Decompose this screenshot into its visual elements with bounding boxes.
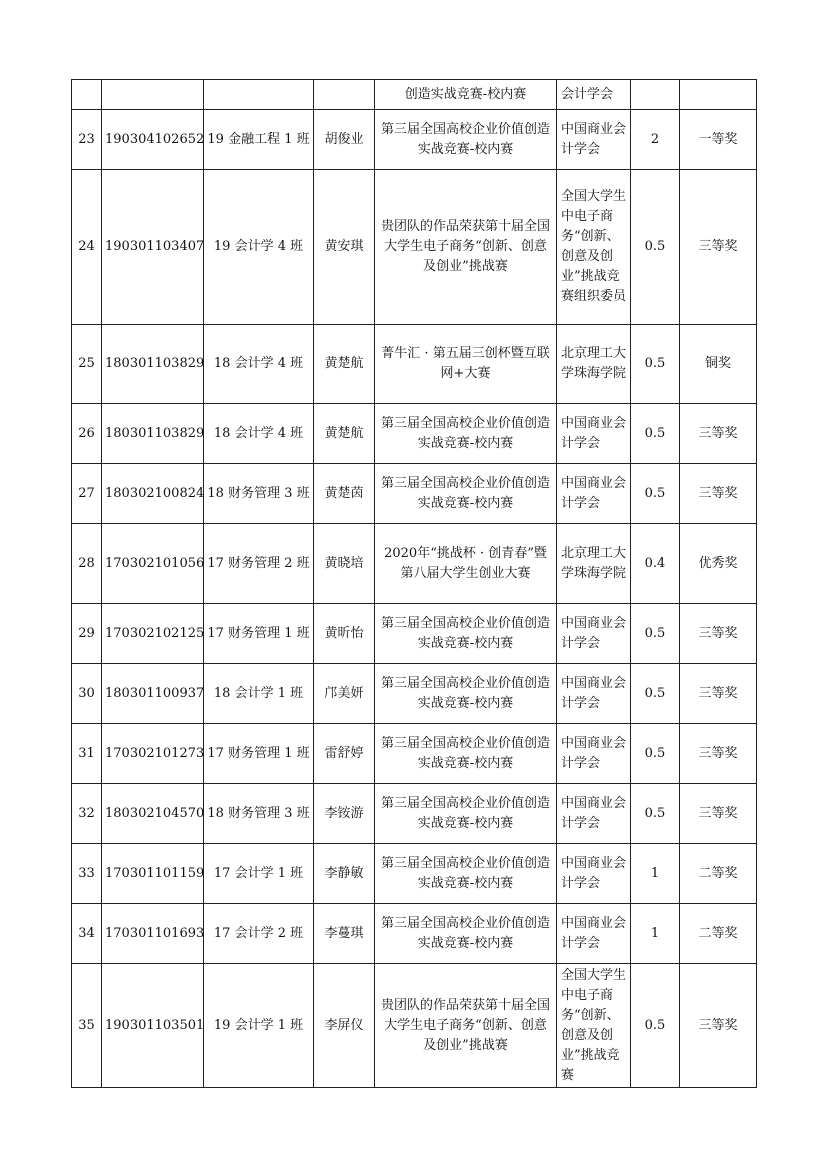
score-cell: 0.5 xyxy=(631,784,680,844)
organizer-cell: 会计学会 xyxy=(557,80,631,110)
student-name-cell: 黄楚航 xyxy=(314,325,375,404)
score-cell: 0.5 xyxy=(631,604,680,664)
row-number-cell: 30 xyxy=(72,664,102,724)
competition-name-cell: 第三届全国高校企业价值创造实战竞赛-校内赛 xyxy=(375,724,557,784)
competition-name-cell: 第三届全国高校企业价值创造实战竞赛-校内赛 xyxy=(375,784,557,844)
organizer-cell: 中国商业会计学会 xyxy=(557,784,631,844)
student-name-cell: 李铵游 xyxy=(314,784,375,844)
student-name-cell: 李屏仪 xyxy=(314,964,375,1088)
class-name-cell: 18 财务管理 3 班 xyxy=(204,464,314,524)
row-number-cell: 33 xyxy=(72,844,102,904)
organizer-cell: 中国商业会计学会 xyxy=(557,664,631,724)
competition-name-cell: 第三届全国高校企业价值创造实战竞赛-校内赛 xyxy=(375,404,557,464)
student-id-cell: 190301103501 xyxy=(102,964,204,1088)
score-cell: 0.5 xyxy=(631,170,680,325)
student-id-cell: 170301101159 xyxy=(102,844,204,904)
competition-name-cell: 菁牛汇 · 第五届三创杯暨互联网+大赛 xyxy=(375,325,557,404)
award-level-cell: 三等奖 xyxy=(680,664,757,724)
score-cell: 0.5 xyxy=(631,724,680,784)
student-id-cell: 170302101056 xyxy=(102,524,204,604)
student-id-cell: 170302101273 xyxy=(102,724,204,784)
organizer-cell: 中国商业会计学会 xyxy=(557,724,631,784)
competition-name-cell: 贵团队的作品荣获第十届全国大学生电子商务“创新、创意及创业”挑战赛 xyxy=(375,170,557,325)
organizer-cell: 北京理工大学珠海学院 xyxy=(557,524,631,604)
organizer-cell: 中国商业会计学会 xyxy=(557,844,631,904)
score-cell: 1 xyxy=(631,904,680,964)
class-name-cell: 19 会计学 1 班 xyxy=(204,964,314,1088)
class-name-cell: 18 会计学 4 班 xyxy=(204,325,314,404)
student-name-cell: 黄昕怡 xyxy=(314,604,375,664)
score-cell: 2 xyxy=(631,110,680,170)
class-name-cell: 17 财务管理 1 班 xyxy=(204,604,314,664)
student-name-cell: 邝美妍 xyxy=(314,664,375,724)
student-name-cell: 雷舒婷 xyxy=(314,724,375,784)
row-number-cell: 24 xyxy=(72,170,102,325)
row-number-cell: 34 xyxy=(72,904,102,964)
class-name-cell xyxy=(204,80,314,110)
award-level-cell: 三等奖 xyxy=(680,170,757,325)
score-cell: 1 xyxy=(631,844,680,904)
class-name-cell: 19 会计学 4 班 xyxy=(204,170,314,325)
student-id-cell: 180301103829 xyxy=(102,325,204,404)
student-name-cell: 黄楚航 xyxy=(314,404,375,464)
table-row xyxy=(72,170,757,325)
award-level-cell: 三等奖 xyxy=(680,724,757,784)
competition-name-cell: 创造实战竞赛-校内赛 xyxy=(375,80,557,110)
row-number-cell: 31 xyxy=(72,724,102,784)
student-id-cell: 190301103407 xyxy=(102,170,204,325)
score-cell: 0.5 xyxy=(631,464,680,524)
student-name-cell: 黄晓培 xyxy=(314,524,375,604)
score-cell: 0.5 xyxy=(631,664,680,724)
student-name-cell: 胡俊业 xyxy=(314,110,375,170)
student-id-cell: 180301100937 xyxy=(102,664,204,724)
class-name-cell: 17 会计学 1 班 xyxy=(204,844,314,904)
table-body xyxy=(72,80,757,1088)
class-name-cell: 19 金融工程 1 班 xyxy=(204,110,314,170)
row-number-cell: 23 xyxy=(72,110,102,170)
table-row xyxy=(72,604,757,664)
row-number-cell: 28 xyxy=(72,524,102,604)
table-row xyxy=(72,664,757,724)
class-name-cell: 17 财务管理 1 班 xyxy=(204,724,314,784)
score-cell: 0.5 xyxy=(631,325,680,404)
class-name-cell: 17 会计学 2 班 xyxy=(204,904,314,964)
student-id-cell: 180302104570 xyxy=(102,784,204,844)
row-number-cell: 27 xyxy=(72,464,102,524)
organizer-cell: 中国商业会计学会 xyxy=(557,464,631,524)
organizer-cell: 北京理工大学珠海学院 xyxy=(557,325,631,404)
award-level-cell: 二等奖 xyxy=(680,844,757,904)
score-cell xyxy=(631,80,680,110)
organizer-cell: 全国大学生中电子商务“创新、创意及创业”挑战竞赛 xyxy=(557,964,631,1088)
score-cell: 0.5 xyxy=(631,404,680,464)
competition-name-cell: 第三届全国高校企业价值创造实战竞赛-校内赛 xyxy=(375,464,557,524)
competition-name-cell: 第三届全国高校企业价值创造实战竞赛-校内赛 xyxy=(375,110,557,170)
class-name-cell: 17 财务管理 2 班 xyxy=(204,524,314,604)
student-id-cell xyxy=(102,80,204,110)
student-id-cell: 180302100824 xyxy=(102,464,204,524)
class-name-cell: 18 会计学 1 班 xyxy=(204,664,314,724)
table-row xyxy=(72,464,757,524)
student-name-cell: 黄楚茵 xyxy=(314,464,375,524)
row-number-cell: 25 xyxy=(72,325,102,404)
award-level-cell: 三等奖 xyxy=(680,964,757,1088)
row-number-cell: 32 xyxy=(72,784,102,844)
competition-name-cell: 贵团队的作品荣获第十届全国大学生电子商务“创新、创意及创业”挑战赛 xyxy=(375,964,557,1088)
row-number-cell: 35 xyxy=(72,964,102,1088)
row-number-cell: 29 xyxy=(72,604,102,664)
student-name-cell: 李蔓琪 xyxy=(314,904,375,964)
award-level-cell: 三等奖 xyxy=(680,404,757,464)
table-row xyxy=(72,724,757,784)
student-id-cell: 170302102125 xyxy=(102,604,204,664)
table-row xyxy=(72,784,757,844)
score-cell: 0.4 xyxy=(631,524,680,604)
competition-name-cell: 第三届全国高校企业价值创造实战竞赛-校内赛 xyxy=(375,664,557,724)
award-level-cell: 三等奖 xyxy=(680,464,757,524)
award-level-cell: 一等奖 xyxy=(680,110,757,170)
class-name-cell: 18 会计学 4 班 xyxy=(204,404,314,464)
competition-name-cell: 第三届全国高校企业价值创造实战竞赛-校内赛 xyxy=(375,904,557,964)
organizer-cell: 全国大学生中电子商务“创新、创意及创业”挑战竞赛组织委员 xyxy=(557,170,631,325)
student-name-cell: 黄安琪 xyxy=(314,170,375,325)
student-name-cell xyxy=(314,80,375,110)
table-row xyxy=(72,110,757,170)
award-list-table xyxy=(71,79,757,1088)
row-number-cell xyxy=(72,80,102,110)
award-level-cell: 二等奖 xyxy=(680,904,757,964)
award-level-cell: 三等奖 xyxy=(680,784,757,844)
award-level-cell: 铜奖 xyxy=(680,325,757,404)
award-level-cell: 三等奖 xyxy=(680,604,757,664)
student-id-cell: 190304102652 xyxy=(102,110,204,170)
student-name-cell: 李静敏 xyxy=(314,844,375,904)
table-row xyxy=(72,964,757,1088)
award-level-cell xyxy=(680,80,757,110)
organizer-cell: 中国商业会计学会 xyxy=(557,404,631,464)
table-row xyxy=(72,844,757,904)
organizer-cell: 中国商业会计学会 xyxy=(557,110,631,170)
competition-name-cell: 第三届全国高校企业价值创造实战竞赛-校内赛 xyxy=(375,604,557,664)
award-level-cell: 优秀奖 xyxy=(680,524,757,604)
student-id-cell: 180301103829 xyxy=(102,404,204,464)
organizer-cell: 中国商业会计学会 xyxy=(557,904,631,964)
competition-name-cell: 2020年“挑战杯 · 创青春”暨第八届大学生创业大赛 xyxy=(375,524,557,604)
competition-name-cell: 第三届全国高校企业价值创造实战竞赛-校内赛 xyxy=(375,844,557,904)
row-number-cell: 26 xyxy=(72,404,102,464)
table-row xyxy=(72,524,757,604)
score-cell: 0.5 xyxy=(631,964,680,1088)
organizer-cell: 中国商业会计学会 xyxy=(557,604,631,664)
class-name-cell: 18 财务管理 3 班 xyxy=(204,784,314,844)
student-id-cell: 170301101693 xyxy=(102,904,204,964)
table-row xyxy=(72,325,757,404)
table-row xyxy=(72,80,757,110)
table-row xyxy=(72,904,757,964)
table-row xyxy=(72,404,757,464)
